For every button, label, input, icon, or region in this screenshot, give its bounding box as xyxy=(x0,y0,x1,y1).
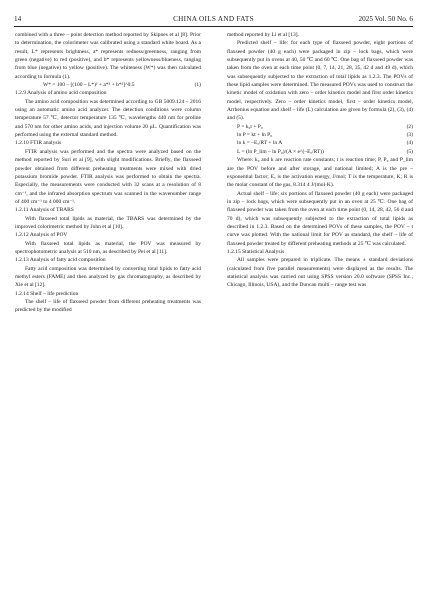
paragraph: method reported by Li et al [13]. xyxy=(227,32,299,38)
paragraph: Actual shelf – life: six portions of flaxseed powder (40 g each) were packaged in zip – lock bags, which were subsequently put in an oven at 25 ℃. One bag of flaxseed powder was taken from the oven at each time point (0, 14, 28, 42, 56 d and 70 d), which was subsequently subjected to the extraction of total lipids as described in 1.2.3. Based on the determined POVs of these samples, the POV – t curve was plotted. With the national limit for POV as standard, the shelf – life of flaxseed powder treated by different preheating methods at 25 ℃ was calculated. xyxy=(227,190,413,247)
equation-number: (4) xyxy=(406,140,413,147)
equation-5 xyxy=(227,148,413,156)
equation-3 xyxy=(227,131,413,139)
section-heading: 1.2.12 Analysis of POV xyxy=(15,232,68,239)
paragraph: Fatty acid composition was determined by converting total lipids to fatty acid methyl esters (FAME) and then analyzed by gas chromatography, as described by Xie et al [12]. xyxy=(15,265,201,289)
paragraph: Predicted shelf – life: for each type of flaxseed powder, eight portions of flaxseed powder (40 g each) were packaged in zip – lock bags, which were subsequently put in ovens at 40, 50 ℃ and 60 ℃. One bag of flaxseed powder was taken from the oven at each time point (0, 7, 14, 21, 28, 35, 42 d and 49 d), which was subsequently subjected to the extraction of total lipids as 1.2.3. The POVs of these lipid samples were determined. The measured POVs was used to construct the kinetic model of oxidation with zero – order kinetics model and first order kinetics model, respectively. Zero – order kinetics model, first – order kinetics model, Arrhenius equation and shelf – life (L) calculation are given by formula (2), (3), (4) and (5). xyxy=(227,40,413,122)
paragraph: The shelf – life of flaxseed powder from different preheating treatments was predicted by the modified xyxy=(15,299,201,314)
section-heading: 1.2.15 Statistical Analysis xyxy=(227,248,285,255)
left-column xyxy=(15,31,201,315)
equation-4 xyxy=(227,139,413,147)
section-heading: 1.2.9 Analysis of amino acid composition xyxy=(15,90,107,97)
equation-number: (2) xyxy=(406,123,413,130)
paragraph: combined with a three – point detection method reported by Skipnes et al [8]. Prior to determination, the colorimeter was calibrated using a standard white board. As a result, L* represents brightness, a* represents redness/greenness, ranging from green (negative) to red (positive), and b* represents yellowness/blueness, ranging from blue (negative) to yellow (positive). The whiteness (W*) was then calculated according to formula (1). xyxy=(15,32,201,80)
equation-number: (3) xyxy=(406,132,413,139)
equation-text: W* = 100 – [(100 – L*)² + a*² + b*²]^0.5 xyxy=(43,82,135,89)
equation-number: (1) xyxy=(194,82,201,89)
equation-text: L = (ln P_lim – ln P₀)/(A × e^(–Eₐ/RT)) xyxy=(237,148,324,155)
section-heading: 1.2.11 Analysis of TBARS xyxy=(15,207,74,214)
page-number: 14 xyxy=(14,15,22,23)
journal-title: CHINA OILS AND FATS xyxy=(173,15,254,23)
paragraph: With flaxseed total lipids as material, the TBARS was determined by the improved colorimetric method by John et al [10]. xyxy=(15,215,201,230)
section-heading: 1.2.14 Shelf – life prediction xyxy=(15,290,79,297)
equation-text: ln P = kt + ln P₀ xyxy=(237,132,273,139)
running-header xyxy=(14,12,413,26)
paragraph: The amino acid composition was determined according to GB 5009.124 – 2016 using an automatic amino acid analyzer. The detection conditions were column temperature 57 ℃, detector temperature 135 ℃, wavelengths 440 nm for proline and 570 nm for other amino acids, and injection volume 20 μL. Quantification was performed using the external standard method. xyxy=(15,98,201,139)
header-rule xyxy=(14,26,413,27)
section-heading: 1.2.10 FTIR analysis xyxy=(15,140,62,147)
paragraph: All samples were prepared in triplicate. The means ± standard deviations (calculated from five parallel measurements) were displayed as the results. The statistical analysis was carried out using SPSS version 20.0 software (SPSS Inc., Chicago, Illinois, USA), and the Duncan multi – range test was xyxy=(227,257,413,289)
equation-text: P = k₀t + P₀ xyxy=(237,123,263,130)
paragraph: FTIR analysis was performed and the spectra were analyzed based on the method reported by Suri et al [9], with slight modifications. Briefly, the flaxseed powder obtained from different preheating treatments were mixed with dried potassium bromide powder. FTIR analysis was performed to obtain the spectra. Especially, the measurements were conducted with 32 scans at a resolution of 8 cm⁻¹, and the infrared absorption spectrum was scanned in the wavenumber range of 400 cm⁻¹ to 4 000 cm⁻¹. xyxy=(15,148,201,205)
equation-number: (5) xyxy=(406,148,413,155)
equation-2 xyxy=(227,123,413,131)
equation-text: ln k = –Eₐ/RT + ln A xyxy=(237,140,283,147)
equation-1 xyxy=(15,81,201,89)
issue-info: 2025 Vol. 50 No. 6 xyxy=(358,15,413,23)
paragraph: Where: k₀ and k are reaction rate constants; t is reaction time; P, P₀ and P_lim are the POV before and after storage, and national limited; A is the pre – exponential factor; Eₐ is the activation energy, J/mol; T is the temperature, K; R is the molar constant of the gas, 8.314 4 J/(mol·K). xyxy=(227,157,413,189)
paragraph: With flaxseed total lipids as material, the POV was measured by spectrophotometric analysis at 510 nm, as described by Pei et al [11]. xyxy=(15,240,201,255)
section-heading: 1.2.13 Analysis of fatty acid composition xyxy=(15,257,106,264)
right-column xyxy=(227,31,413,290)
